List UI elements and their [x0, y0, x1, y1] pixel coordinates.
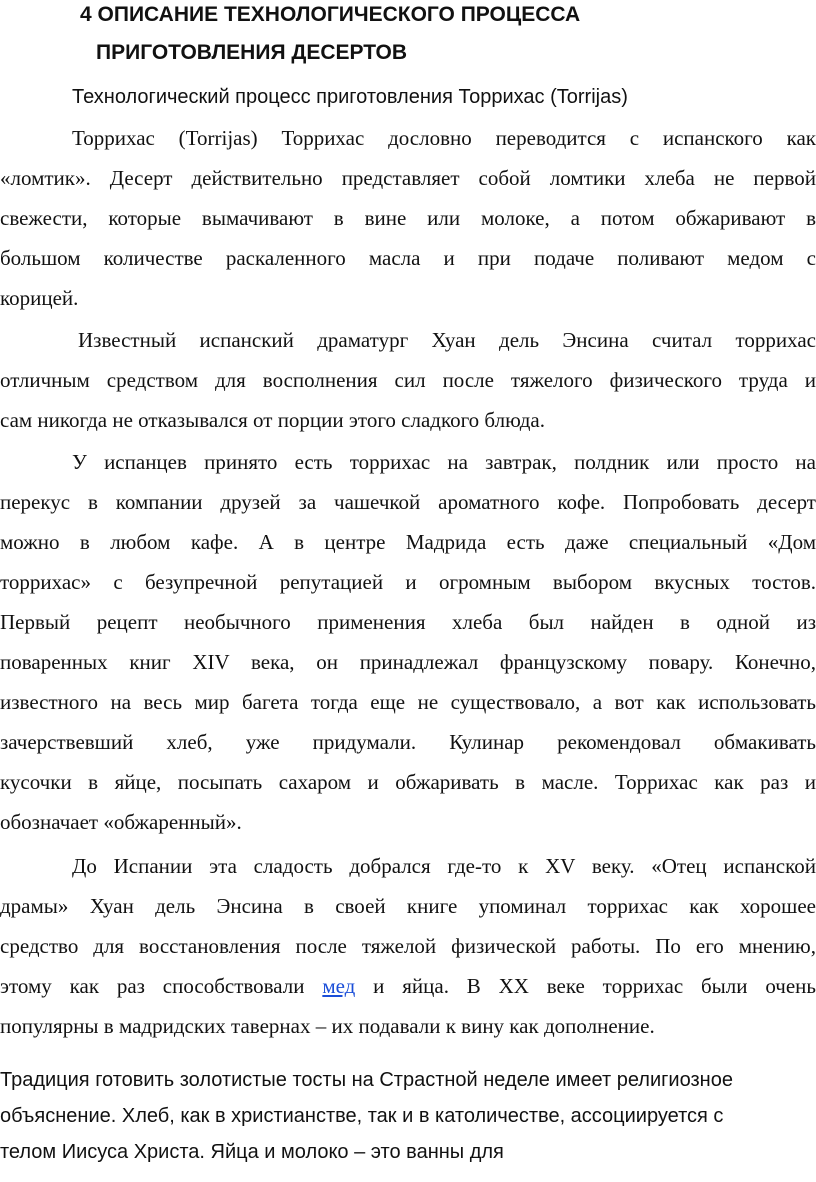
paragraph-line: поваренных книг XIV века, он принадлежал французскому повару. Конечно, — [0, 650, 816, 674]
paragraph-line: объяснение. Хлеб, как в христианстве, так и в католичестве, ассоциируется с — [0, 1105, 724, 1127]
paragraph-line: зачерствевший хлеб, уже придумали. Кулинар рекомендовал обмакивать — [0, 730, 816, 754]
paragraph-line: Торрихас (Torrijas) Торрихас дословно переводится с испанского как — [72, 126, 816, 150]
paragraph-5 — [0, 1062, 816, 1170]
paragraph-line: Традиция готовить золотистые тосты на Страстной неделе имеет религиозное — [0, 1069, 733, 1091]
paragraph-line: телом Иисуса Христа. Яйца и молоко – это ванны для — [0, 1141, 504, 1163]
paragraph-line: средство для восстановления после тяжелой физической работы. По его мнению, — [0, 934, 816, 958]
paragraph-line-with-link — [0, 966, 816, 1006]
paragraph-1 — [0, 118, 816, 318]
paragraph-line: сам никогда не отказывался от порции этого сладкого блюда. — [0, 408, 545, 432]
paragraph-line: «ломтик». Десерт действительно представляет собой ломтики хлеба не первой — [0, 166, 816, 190]
paragraph-4 — [0, 846, 816, 1046]
paragraph-line: До Испании эта сладость добрался где-то к XV веку. «Отец испанской — [72, 854, 816, 878]
paragraph-line: Первый рецепт необычного применения хлеба был найден в одной из — [0, 610, 816, 634]
paragraph-line: можно в любом кафе. А в центре Мадрида есть даже специальный «Дом — [0, 530, 816, 554]
honey-link[interactable]: мед — [322, 974, 356, 998]
paragraph-line: отличным средством для восполнения сил после тяжелого физического труда и — [0, 368, 816, 392]
paragraph-2 — [0, 320, 816, 440]
paragraph-line: торрихас» с безупречной репутацией и огромным выбором вкусных тостов. — [0, 570, 816, 594]
section-heading-line-1: 4 ОПИСАНИЕ ТЕХНОЛОГИЧЕСКОГО ПРОЦЕССА — [80, 3, 581, 26]
paragraph-text: этому как раз способствовали — [0, 974, 323, 998]
paragraph-line: драмы» Хуан дель Энсина в своей книге упоминал торрихас как хорошее — [0, 894, 816, 918]
paragraph-line: обозначает «обжаренный». — [0, 810, 242, 834]
paragraph-3 — [0, 442, 816, 842]
paragraph-line: У испанцев принято есть торрихас на завтрак, полдник или просто на — [72, 450, 816, 474]
paragraph-line: перекус в компании друзей за чашечкой ароматного кофе. Попробовать десерт — [0, 490, 816, 514]
paragraph-line: свежести, которые вымачивают в вине или молоке, а потом обжаривают в — [0, 206, 816, 230]
paragraph-line: кусочки в яйце, посыпать сахаром и обжаривать в масле. Торрихас как раз и — [0, 770, 816, 794]
paragraph-line: популярны в мадридских тавернах – их подавали к вину как дополнение. — [0, 1014, 655, 1038]
paragraph-line: Известный испанский драматург Хуан дель Энсина считал торрихас — [78, 328, 816, 352]
paragraph-line: большом количестве раскаленного масла и при подаче поливают медом с — [0, 246, 816, 270]
section-heading-line-2: ПРИГОТОВЛЕНИЯ ДЕСЕРТОВ — [96, 41, 408, 64]
paragraph-text: и яйца. В XX веке торрихас были очень — [355, 974, 816, 998]
paragraph-line: корицей. — [0, 286, 79, 310]
subsection-title: Технологический процесс приготовления Торрихас (Torrijas) — [72, 86, 628, 108]
paragraph-line: известного на весь мир багета тогда еще не существовало, а вот как использовать — [0, 690, 816, 714]
